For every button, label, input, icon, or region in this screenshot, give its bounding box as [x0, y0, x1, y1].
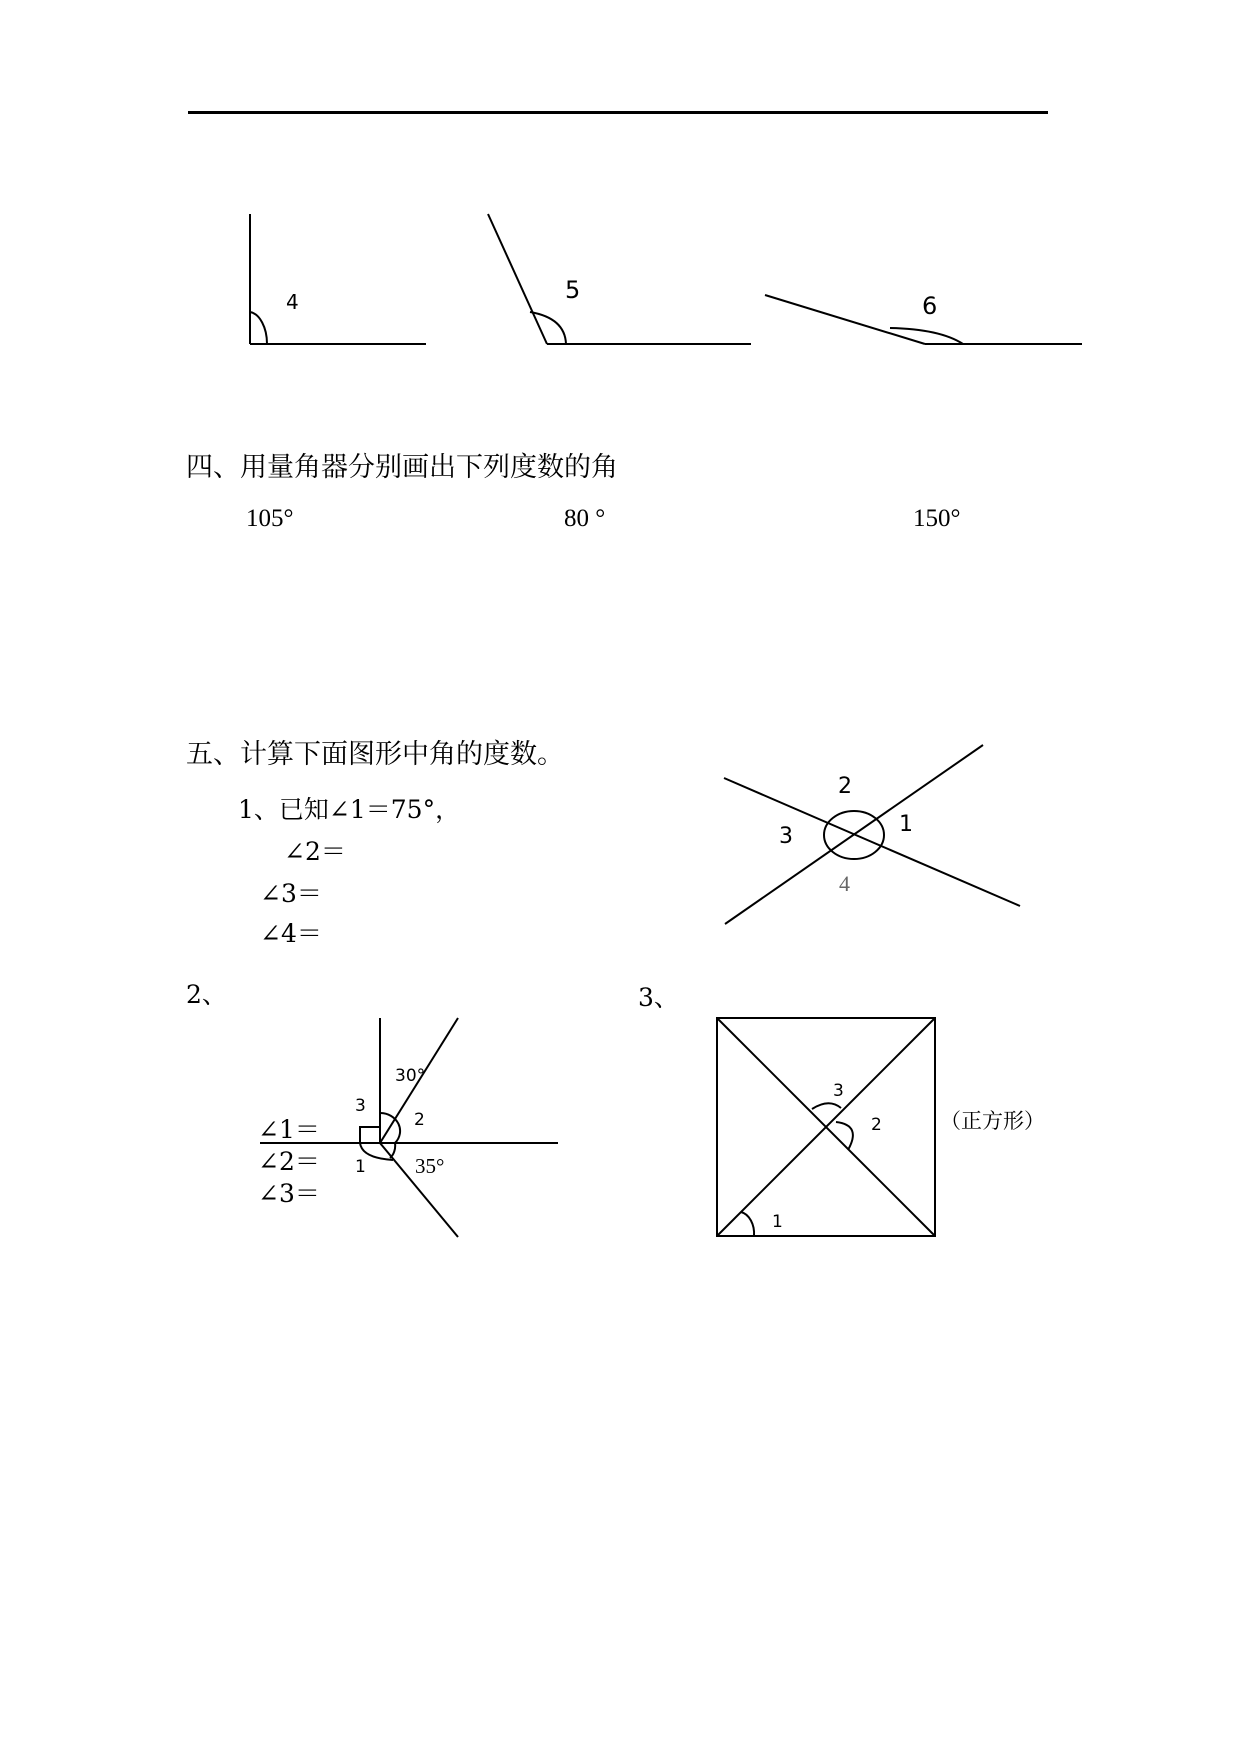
problem1-label-2: 2: [838, 774, 852, 799]
problem2-answer-angle-3: ∠3＝: [258, 1179, 320, 1208]
problem3-number: 3、: [638, 983, 679, 1012]
problem3-label-2: 2: [871, 1115, 882, 1135]
problem2-right-angle-mark: [360, 1127, 380, 1143]
problem1-line-b: [725, 745, 983, 924]
problem2-label-3: 3: [355, 1096, 366, 1116]
problem2-label-30deg: 30°: [395, 1066, 426, 1086]
problem1-answer-angle-4: ∠4＝: [260, 919, 322, 948]
angle-6-label: 6: [922, 292, 938, 320]
target-angle-80: 80 °: [564, 505, 606, 532]
angle-figure-5: [488, 214, 751, 344]
problem3-angle-1-arc: [741, 1212, 754, 1236]
problem2-label-2: 2: [414, 1110, 425, 1130]
angle-5-label: 5: [565, 276, 581, 304]
problem1-label-1: 1: [899, 812, 913, 837]
problem1-figure: [724, 745, 1020, 924]
problem2-number: 2、: [186, 980, 227, 1009]
problem1-answer-angle-3: ∠3＝: [260, 879, 322, 908]
angle-5-ray-slanted: [488, 214, 547, 344]
section4-heading: 四、用量角器分别画出下列度数的角: [186, 452, 618, 483]
target-angle-105: 105°: [246, 505, 294, 532]
problem2-label-35deg: 35°: [415, 1154, 445, 1178]
section5-heading: 五、计算下面图形中角的度数。: [186, 739, 564, 770]
problem1-answer-angle-2: ∠2＝: [284, 837, 346, 866]
problem1-label-3: 3: [779, 824, 793, 849]
angle-4-label: 4: [286, 290, 299, 314]
angle-6-ray-slanted: [765, 295, 925, 344]
angle-figure-4: [250, 214, 426, 344]
problem3-shape-note: （正方形）: [940, 1109, 1045, 1133]
problem3-angle-3-arc: [812, 1103, 841, 1109]
problem1-line-a: [724, 778, 1020, 906]
target-angle-150: 150°: [913, 505, 961, 532]
problem2-answer-angle-1: ∠1＝: [258, 1115, 320, 1144]
problem2-label-1: 1: [355, 1157, 366, 1177]
problem1-label-4: 4: [839, 871, 850, 896]
problem3-figure: [717, 1018, 935, 1236]
angle-4-arc: [250, 312, 267, 344]
problem2-answer-angle-2: ∠2＝: [258, 1147, 320, 1176]
problem1-given: 1、已知∠1＝75°，: [238, 795, 461, 824]
problem3-label-1: 1: [772, 1212, 783, 1232]
problem3-label-3: 3: [833, 1081, 844, 1101]
